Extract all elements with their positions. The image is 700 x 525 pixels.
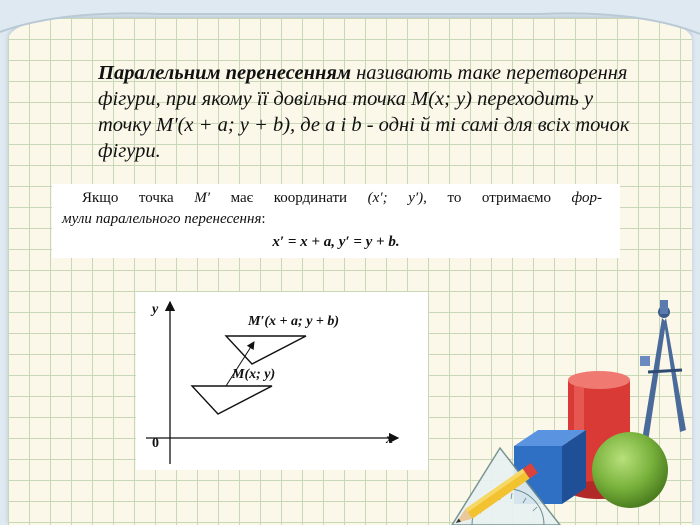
intro-coords: (x′; y′) (367, 190, 424, 206)
intro-text-1: Якщо точка (82, 190, 195, 206)
intro-text-3: , то отримаємо (423, 190, 572, 206)
intro-point: M′ (194, 190, 211, 206)
translated-triangle (226, 336, 306, 364)
y-axis-label: y (152, 302, 159, 317)
intro-italic-2: мули паралельного перенесення (62, 211, 262, 227)
translation-formula: x′ = x + a, y′ = y + b. (272, 234, 400, 250)
formula-intro-line2 (62, 209, 266, 230)
definition-term: Паралельним перенесенням (98, 62, 351, 84)
formula-intro-line1 (82, 188, 602, 209)
intro-text-2: має координати (210, 190, 368, 206)
original-triangle (192, 386, 272, 414)
point-label: M(x; y) (232, 367, 276, 382)
graph-panel (136, 292, 428, 470)
origin-label: 0 (152, 436, 159, 451)
definition-text (98, 60, 638, 164)
x-axis-label: x (386, 432, 393, 447)
point-image-label: M′(x + a; y + b) (248, 314, 340, 329)
intro-colon: : (261, 211, 266, 227)
intro-italic-1: фор- (571, 190, 602, 206)
definition-rest: називають таке перетворення фігури, при якому її довільна точка M(x; y) переходить у точку M'(x + a; y + b), де a і b - одні й ті самі для всіх точок фігури. (98, 62, 630, 162)
formula-box (52, 184, 620, 258)
